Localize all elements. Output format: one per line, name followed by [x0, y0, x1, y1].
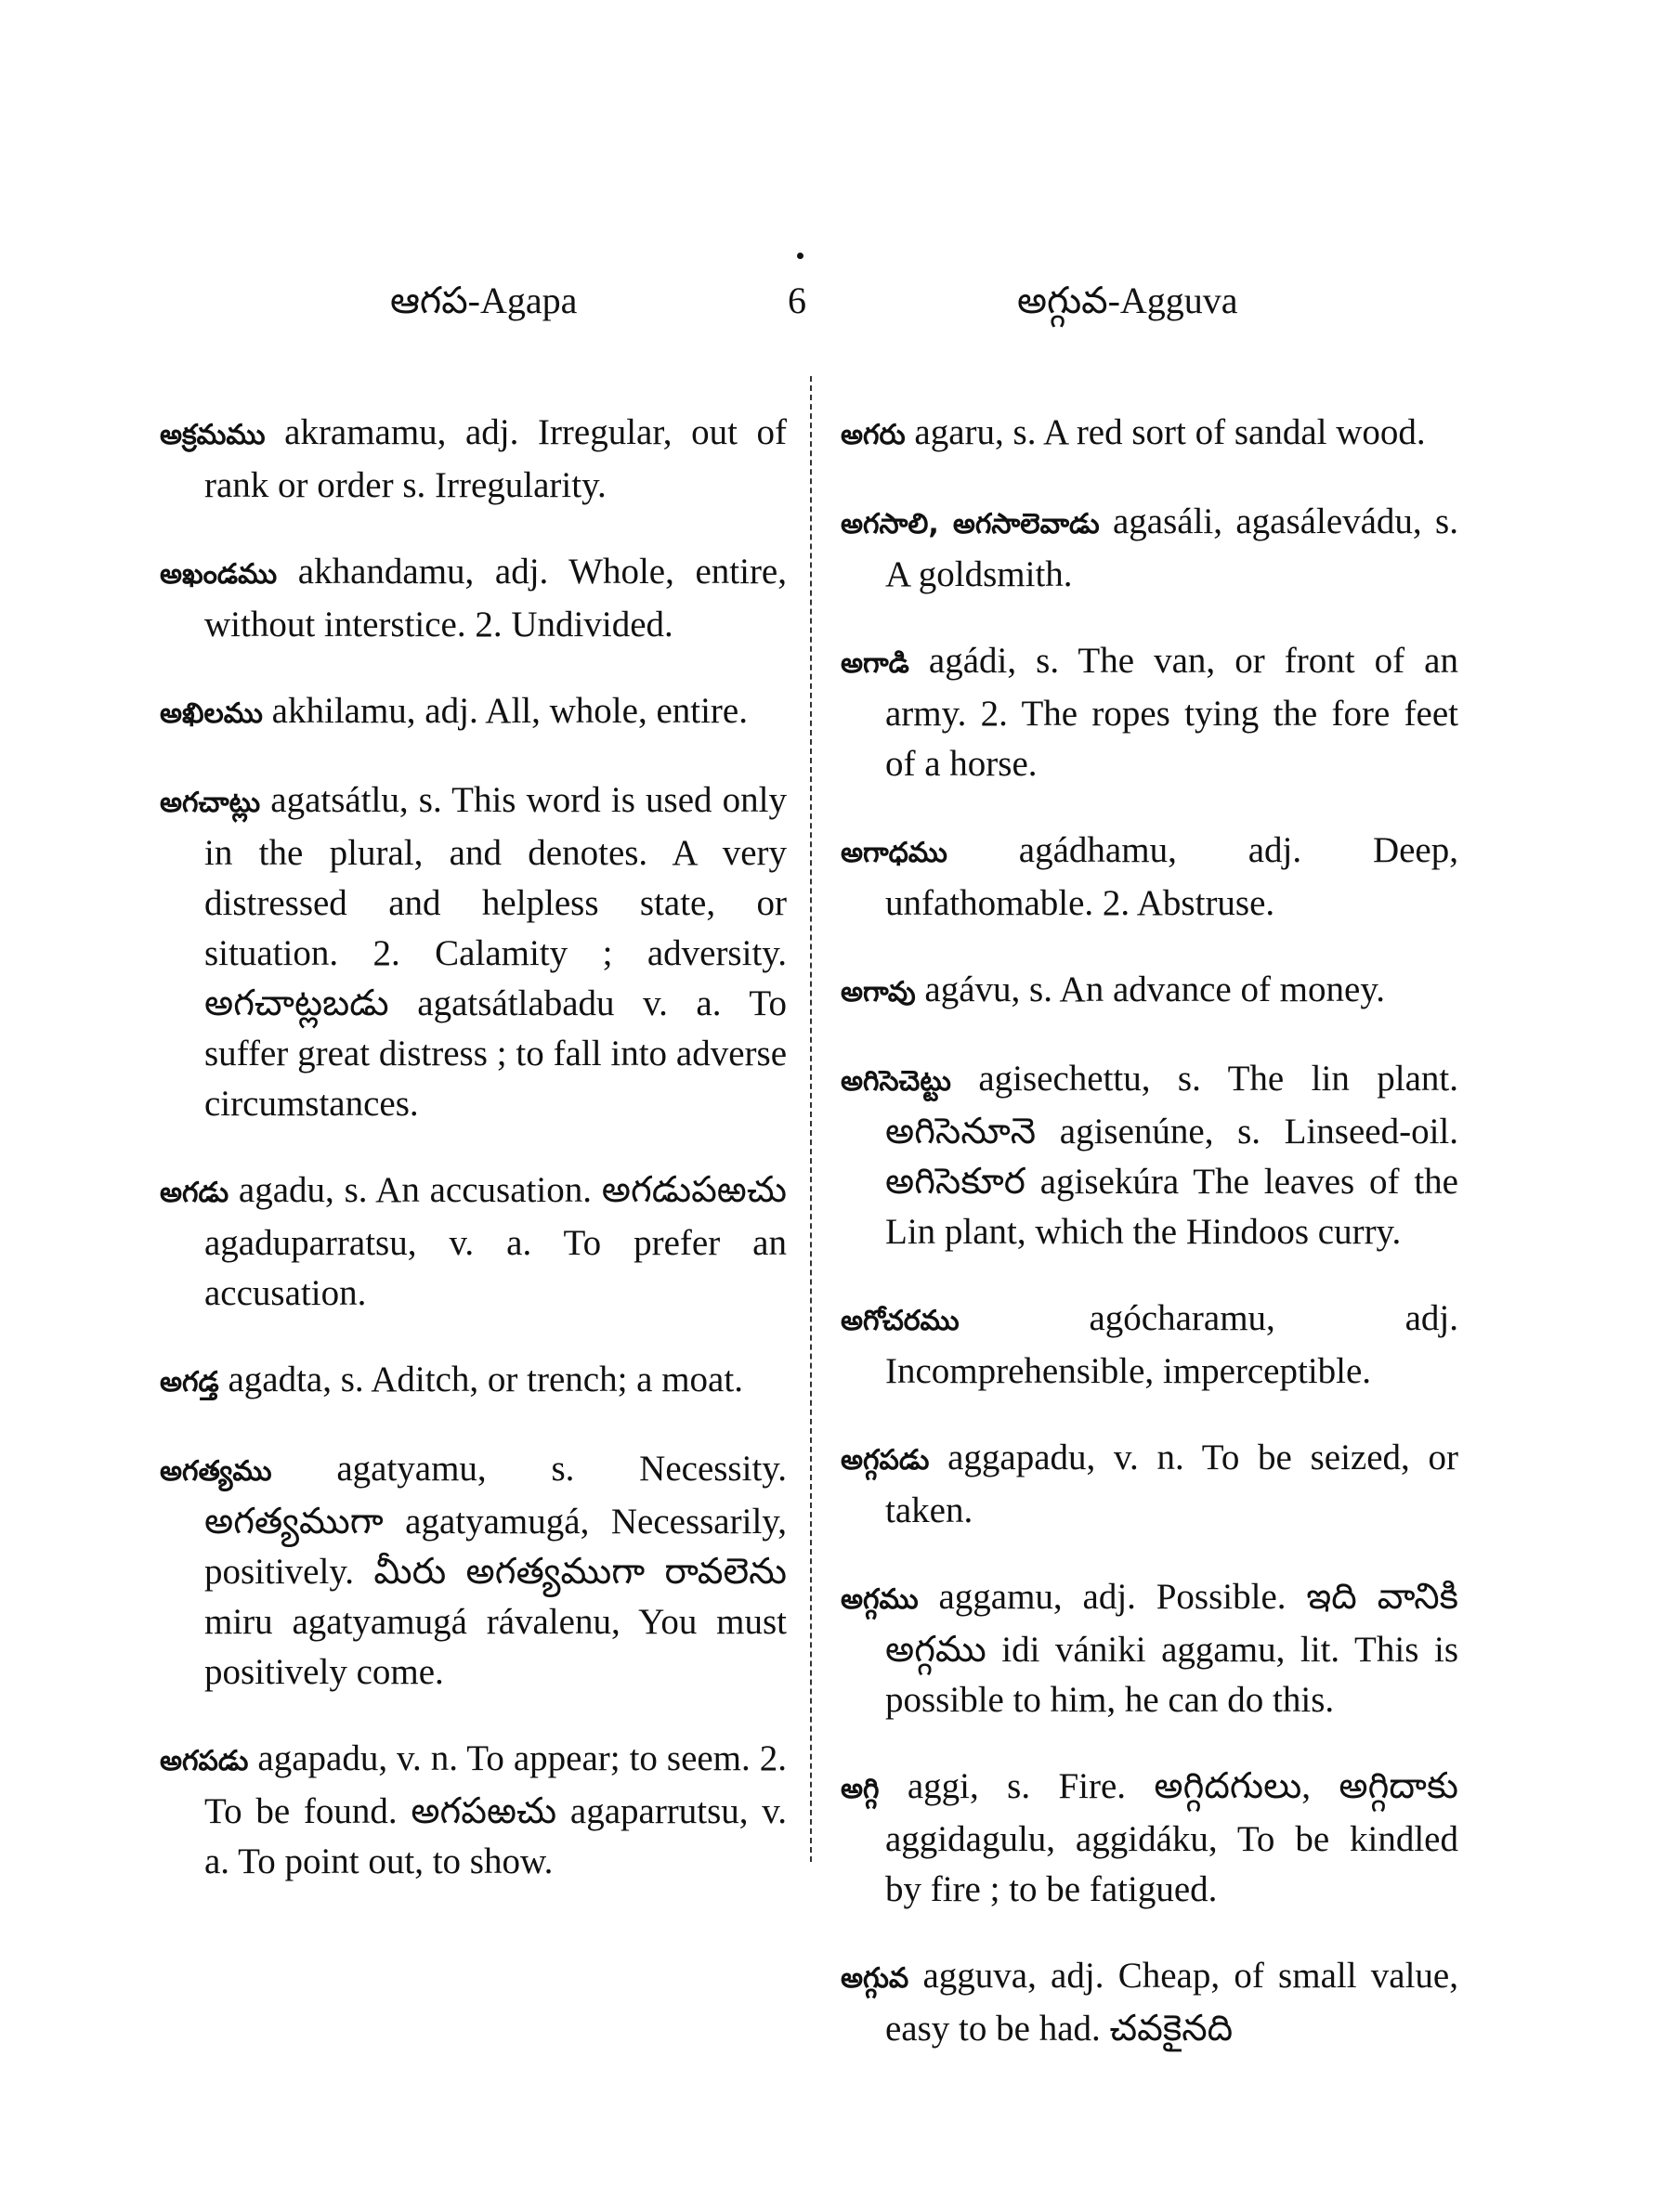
dictionary-entry	[841, 1054, 1458, 1257]
entry-headword-telugu: అగడ్త	[160, 1366, 219, 1399]
entry-headword-telugu: అక్రమము	[160, 419, 266, 451]
entry-headword-telugu: అగ్గువ	[841, 1962, 909, 1995]
entry-headword-telugu: అగాధము	[841, 837, 947, 869]
entry-headword-telugu: అగోచరము	[841, 1305, 960, 1337]
dictionary-entry	[841, 1951, 1458, 2054]
entry-headword-telugu: అగచాట్లు	[160, 787, 261, 819]
entry-definition: agócharamu, adj. Incomprehensible, imperceptible.	[885, 1298, 1458, 1391]
entry-headword-telugu: అఖిలము	[160, 697, 263, 730]
dictionary-entry	[160, 1444, 787, 1698]
dictionary-entry	[841, 826, 1458, 929]
right-column	[841, 371, 1458, 2060]
header-right-guideword: అగ్గువ-Agguva	[1017, 280, 1238, 321]
dictionary-entry	[160, 775, 787, 1129]
entry-definition: agatsátlu, s. This word is used only in the plural, and denotes. A very distressed and helpless state, or situation. 2. Calamity ; adversity. అగచాట్లబడు agatsátlabadu v. a. To suffer great distress ; to fall into adverse circumstances.	[204, 780, 787, 1124]
entry-definition: agadta, s. Aditch, or trench; a moat.	[218, 1360, 743, 1399]
dictionary-entry	[841, 965, 1458, 1018]
dictionary-entry	[841, 636, 1458, 789]
dictionary-entry	[841, 1762, 1458, 1915]
dictionary-entry	[160, 408, 787, 511]
entry-definition: akramamu, adj. Irregular, out of rank or order s. Irregularity.	[204, 412, 787, 505]
entry-headword-telugu: అగ్గి	[841, 1773, 880, 1805]
entry-definition: akhandamu, adj. Whole, entire, without interstice. 2. Undivided.	[204, 552, 787, 644]
entry-definition: agisechettu, s. The lin plant. అగిసెనూనె agisenúne, s. Linseed-oil. అగిసెకూర agisekúra The leaves of the Lin plant, which the Hindoos curry.	[885, 1059, 1458, 1252]
entry-definition: agasáli, agasálevádu, s. A goldsmith.	[885, 501, 1458, 594]
entry-definition: agávu, s. An advance of money.	[915, 969, 1386, 1009]
entry-definition: aggi, s. Fire. అగ్గిదగులు, అగ్గిదాకు aggidagulu, aggidáku, To be kindled by fire ; to be fatigued.	[879, 1766, 1458, 1909]
dictionary-entry	[160, 1734, 787, 1887]
dictionary-entry	[841, 497, 1458, 600]
entry-definition: aggamu, adj. Possible. ఇది వానికి అగ్గము idi vániki aggamu, lit. This is possible to him, he can do this.	[885, 1577, 1458, 1720]
dictionary-entry	[160, 547, 787, 650]
entry-headword-telugu: అగడు	[160, 1177, 229, 1209]
entry-definition: agatyamu, s. Necessity. అగత్యముగా agatyamugá, Necessarily, positively. మీరు అగత్యముగా రావలెను miru agatyamugá rávalenu, You must positively come.	[204, 1449, 787, 1692]
dictionary-entry	[841, 1572, 1458, 1725]
entry-headword-telugu: అఖండము	[160, 558, 278, 591]
entry-headword-telugu: అగిసెచెట్టు	[841, 1065, 951, 1098]
page-number: 6	[788, 280, 806, 321]
entry-definition: agádhamu, adj. Deep, unfathomable. 2. Abstruse.	[885, 830, 1458, 923]
running-header	[0, 279, 1659, 334]
entry-headword-telugu: అగ్గము	[841, 1583, 919, 1616]
entry-definition: agadu, s. An accusation. అగడుపఱచు agaduparratsu, v. a. To prefer an accusation.	[204, 1170, 787, 1313]
entry-definition: agádi, s. The van, or front of an army. 2. The ropes tying the fore feet of a horse.	[885, 641, 1458, 784]
dictionary-entry	[841, 408, 1458, 461]
entry-headword-telugu: అగరు	[841, 419, 906, 451]
entry-headword-telugu: అగ్గపడు	[841, 1444, 930, 1477]
dictionary-entry	[160, 686, 787, 739]
entry-definition: aggapadu, v. n. To be seized, or taken.	[885, 1438, 1458, 1530]
header-left-guideword: ఆగప-Agapa	[390, 280, 578, 321]
entry-headword-telugu: అగత్యము	[160, 1455, 272, 1488]
entry-definition: agguva, adj. Cheap, of small value, easy to be had. చవకైనది	[885, 1956, 1458, 2049]
entry-headword-telugu: అగావు	[841, 976, 916, 1008]
top-dot-mark	[797, 253, 803, 259]
dictionary-entry	[841, 1294, 1458, 1397]
entry-headword-telugu: అగాడి	[841, 647, 909, 680]
entry-headword-telugu: అగపడు	[160, 1745, 249, 1777]
entry-definition: agapadu, v. n. To appear; to seem. 2. To be found. అగపఱచు agaparrutsu, v. a. To point out, to show.	[204, 1738, 787, 1881]
entry-definition: agaru, s. A red sort of sandal wood.	[905, 412, 1426, 452]
dictionary-entry	[160, 1355, 787, 1408]
dictionary-entry	[841, 1433, 1458, 1536]
entry-definition: akhilamu, adj. All, whole, entire.	[262, 691, 748, 731]
left-column	[160, 371, 787, 1893]
dictionary-entry	[160, 1165, 787, 1319]
entry-headword-telugu: అగసాలి, అగసాలెవాడు	[841, 508, 1100, 540]
column-divider	[810, 376, 812, 1862]
